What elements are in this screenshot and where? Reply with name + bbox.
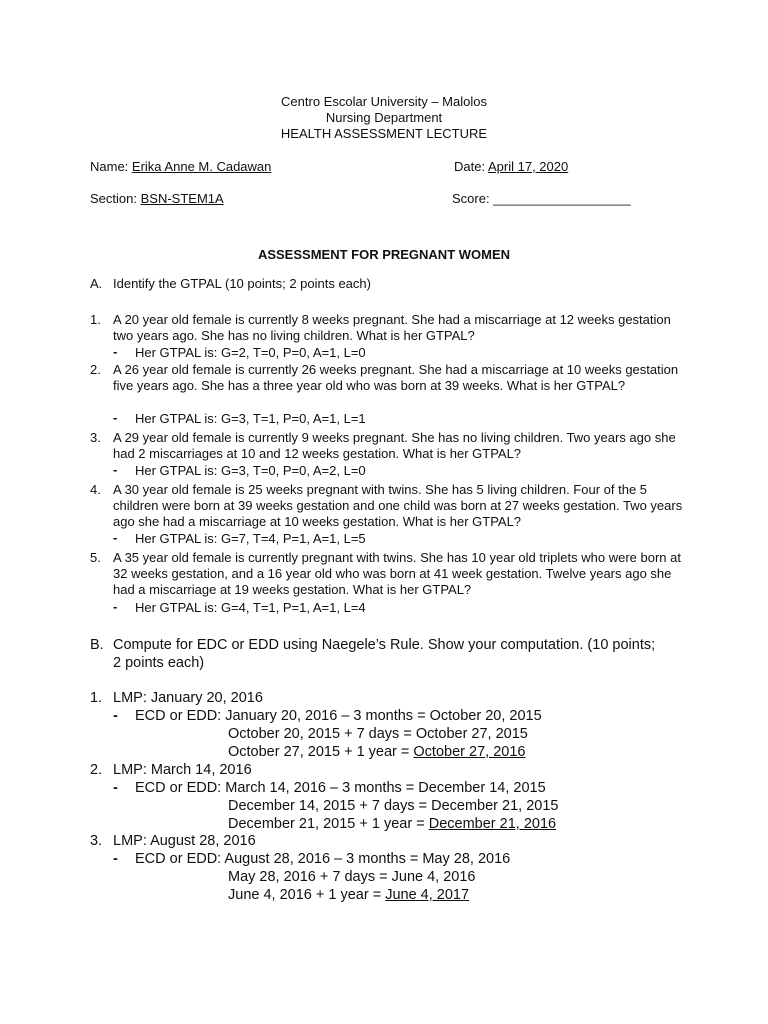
date-label: Date: xyxy=(454,159,486,174)
part-a-label: A. xyxy=(90,276,103,291)
computation-step-3-text: June 4, 2016 + 1 year = xyxy=(228,887,386,903)
answer-text: Her GTPAL is: G=3, T=1, P=0, A=1, L=1 xyxy=(135,411,366,426)
computation-step-2: December 14, 2015 + 7 days = December 21, 2015 xyxy=(228,798,559,814)
dash-bullet: - xyxy=(113,462,118,477)
computation-step-1: ECD or EDD: August 28, 2016 – 3 months = May 28, 2016 xyxy=(135,851,511,867)
section-label: Section: xyxy=(90,191,137,206)
question-number: 5. xyxy=(90,550,101,565)
computation-number: 1. xyxy=(90,690,103,706)
edd-result: December 21, 2016 xyxy=(428,816,557,832)
dash-bullet: - xyxy=(113,530,118,545)
section-value: BSN-STEM1A xyxy=(140,191,224,206)
course-title: HEALTH ASSESSMENT LECTURE xyxy=(280,126,488,141)
computation-step-2: May 28, 2016 + 7 days = June 4, 2016 xyxy=(228,869,476,885)
question-text: A 29 year old female is currently 9 weeks pregnant. She has no living children. Two years ago she had 2 miscarriages at 10 and 12 weeks gestation. What is her GTPAL? xyxy=(113,430,676,461)
answer-text: Her GTPAL is: G=4, T=1, P=1, A=1, L=4 xyxy=(135,600,366,615)
score-blank: ___________________ xyxy=(493,191,631,206)
answer-text: Her GTPAL is: G=2, T=0, P=0, A=1, L=0 xyxy=(135,345,366,360)
question-text: A 30 year old female is 25 weeks pregnant with twins. She has 5 living children. Four of the 5 children were born at 39 weeks gestation and one child was born at 27 weeks gestation. Two years ago she had a miscarriage at 10 weeks gestation. What is her GTPAL? xyxy=(113,482,683,529)
dash-bullet: - xyxy=(113,780,118,796)
question-number: 2. xyxy=(90,362,101,377)
computation-step-3 xyxy=(228,886,469,904)
answer-text: Her GTPAL is: G=7, T=4, P=1, A=1, L=5 xyxy=(135,531,366,546)
date-row xyxy=(454,159,568,174)
name-label: Name: xyxy=(90,159,129,174)
dash-bullet: - xyxy=(113,851,118,867)
computation-step-2: October 20, 2015 + 7 days = October 27, 2015 xyxy=(228,726,528,742)
edd-result: October 27, 2016 xyxy=(413,744,526,760)
dash-bullet: - xyxy=(113,344,118,359)
lmp-text: LMP: March 14, 2016 xyxy=(113,762,252,778)
part-a-instruction: Identify the GTPAL (10 points; 2 points each) xyxy=(113,276,371,291)
answer-text: Her GTPAL is: G=3, T=0, P=0, A=2, L=0 xyxy=(135,463,366,478)
computation-step-3-text: December 21, 2015 + 1 year = xyxy=(228,816,429,832)
computation-number: 2. xyxy=(90,762,103,778)
edd-result: June 4, 2017 xyxy=(385,887,470,903)
lmp-text: LMP: August 28, 2016 xyxy=(113,833,256,849)
computation-step-3-text: October 27, 2015 + 1 year = xyxy=(228,744,414,760)
computation-step-1: ECD or EDD: March 14, 2016 – 3 months = December 14, 2015 xyxy=(135,780,546,796)
lmp-text: LMP: January 20, 2016 xyxy=(113,690,263,706)
part-b-label: B. xyxy=(90,637,104,653)
question-number: 3. xyxy=(90,430,101,445)
computation-step-3 xyxy=(228,815,556,833)
computation-step-3 xyxy=(228,743,525,761)
dash-bullet: - xyxy=(113,599,118,614)
question-text: A 20 year old female is currently 8 weeks pregnant. She had a miscarriage at 12 weeks gestation two years ago. She has no living children. What is her GTPAL? xyxy=(113,312,671,343)
name-value: Erika Anne M. Cadawan xyxy=(131,159,272,174)
department-name: Nursing Department xyxy=(325,110,443,125)
computation-number: 3. xyxy=(90,833,103,849)
computation-step-1: ECD or EDD: January 20, 2016 – 3 months = October 20, 2015 xyxy=(135,708,542,724)
name-row xyxy=(90,159,271,174)
part-b-instruction-line1: Compute for EDC or EDD using Naegele’s Rule. Show your computation. (10 points; xyxy=(113,637,656,653)
question-text: A 26 year old female is currently 26 weeks pregnant. She had a miscarriage at 10 weeks gestation five years ago. She has a three year old who was born at 39 weeks. What is her GTPAL? xyxy=(113,362,679,393)
university-name: Centro Escolar University – Malolos xyxy=(281,94,487,109)
part-b-instruction-line2: 2 points each) xyxy=(113,655,205,671)
date-value: April 17, 2020 xyxy=(487,159,569,174)
dash-bullet: - xyxy=(113,410,118,425)
question-number: 4. xyxy=(90,482,101,497)
score-row xyxy=(452,191,631,206)
question-text: A 35 year old female is currently pregnant with twins. She has 10 year old triplets who were born at 32 weeks gestation, and a 16 year old who was born at 41 week gestation. Twelve years ago she had a miscarriage at 19 weeks gestation. What is her GTPAL? xyxy=(113,550,681,597)
assessment-title: ASSESSMENT FOR PREGNANT WOMEN xyxy=(257,247,511,262)
question-number: 1. xyxy=(90,312,101,327)
dash-bullet: - xyxy=(113,708,118,724)
section-row xyxy=(90,191,224,206)
score-label: Score: xyxy=(452,191,490,206)
